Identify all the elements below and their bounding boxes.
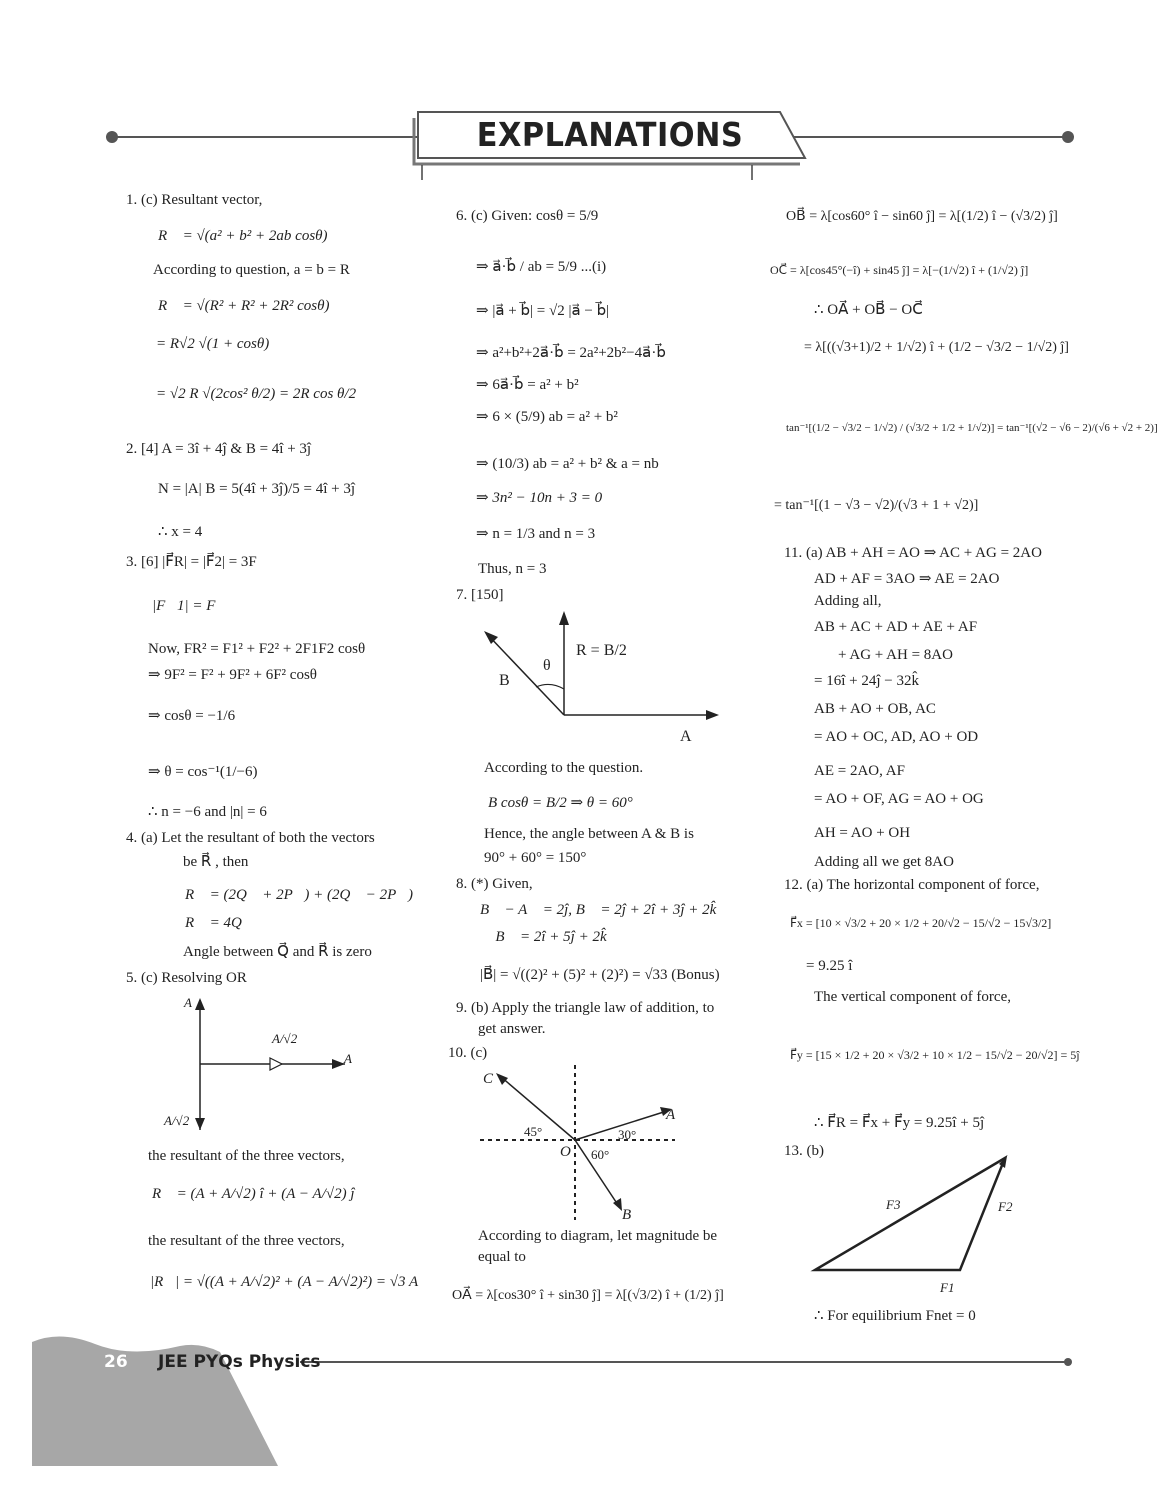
q13-line: ∴ For equilibrium Fnet = 0 <box>814 1308 976 1324</box>
q1-line: According to question, a = b = R <box>153 262 350 278</box>
q11-line: 11. (a) AB + AH = AO ⇒ AC + AG = 2AO <box>784 545 1042 561</box>
q12-line: F⃗x = [10 × √3/2 + 20 × 1/2 + 20/√2 − 15/√2 − 15√3/2] <box>790 916 1052 930</box>
q11-line: AB + AC + AD + AE + AF <box>814 619 978 635</box>
q6-line: ⇒ (10/3) ab = a² + b² & a = nb <box>476 456 659 472</box>
q13-label-f1: F1 <box>940 1280 955 1295</box>
q9-line: get answer. <box>478 1021 546 1037</box>
q13-label-f3: F3 <box>886 1197 901 1212</box>
q3-line: 3. [6] |F⃗R| = |F⃗2| = 3F <box>126 554 257 570</box>
col3-line: OB⃗ = λ[cos60° î − sin60 ĵ] = λ[(1/2) î − (√3/2) ĵ] <box>786 209 1058 224</box>
q6-line: ⇒ a⃗·b⃗ / ab = 5/9 ...(i) <box>476 259 607 275</box>
q7-label-theta: θ <box>543 657 551 674</box>
q1-line: = R√2 √(1 + cosθ) <box>156 336 270 352</box>
q11-line: + AG + AH = 8AO <box>838 647 953 663</box>
q13-line: 13. (b) <box>784 1143 824 1159</box>
q13-label-f2: F2 <box>998 1199 1013 1214</box>
q12-line: ∴ F⃗R = F⃗x + F⃗y = 9.25î + 5ĵ <box>814 1115 985 1131</box>
q4-line: be R⃗ , then <box>183 854 249 870</box>
q13-force-triangle <box>805 1150 1015 1280</box>
q10-line: equal to <box>478 1249 526 1265</box>
q5-label-mid: A/√2 <box>272 1031 298 1046</box>
q4-line: R⃗ = 4Q⃗ <box>185 915 254 931</box>
q5-label-right: A <box>344 1051 352 1066</box>
q5-label-top: A <box>184 995 192 1010</box>
q7-line: B cosθ = B/2 ⇒ θ = 60° <box>488 795 633 811</box>
q3-line: ⇒ 9F² = F² + 9F² + 6F² cosθ <box>148 667 317 683</box>
q11-line: = AO + OF, AG = AO + OG <box>814 791 984 807</box>
q10-line: According to diagram, let magnitude be <box>478 1228 718 1244</box>
q2-line: N = |A| B = 5(4î + 3ĵ)/5 = 4î + 3ĵ <box>158 481 356 497</box>
q2-line: 2. [4] A = 3î + 4ĵ & B = 4î + 3ĵ <box>126 441 312 457</box>
q6-line: ⇒ n = 1/3 and n = 3 <box>476 526 596 542</box>
q7-line: 7. [150] <box>456 587 504 603</box>
q3-line: Now, FR² = F1² + F2² + 2F1F2 cosθ <box>148 641 366 657</box>
q1-line: R⃗ = √(a² + b² + 2ab cosθ) <box>158 228 328 244</box>
page-title: EXPLANATIONS <box>476 115 744 154</box>
q11-line: Adding all we get 8AO <box>814 854 954 870</box>
q7-label-b: B <box>499 672 510 689</box>
q3-line: |F⃗1| = F <box>152 598 216 614</box>
q1-line: 1. (c) Resultant vector, <box>126 192 263 208</box>
q1-line: R⃗ = √(R² + R² + 2R² cosθ) <box>158 298 330 314</box>
col3-line: = λ[((√3+1)/2 + 1/√2) î + (1/2 − √3/2 − 1/√2) ĵ] <box>804 340 1069 355</box>
q10-label-c: C <box>483 1071 494 1087</box>
book-title: JEE PYQs Physics <box>158 1352 321 1372</box>
q5-line: R⃗ = (A + A/√2) î + (A − A/√2) ĵ <box>152 1186 355 1202</box>
q9-line: 9. (b) Apply the triangle law of addition, to <box>456 1000 715 1016</box>
q11-line: = AO + OC, AD, AO + OD <box>814 729 979 745</box>
q11-line: = 16î + 24ĵ − 32k̂ <box>814 673 919 689</box>
q10-line: 10. (c) <box>448 1045 488 1061</box>
q10-angle-30: 30° <box>618 1127 637 1142</box>
q4-line: 4. (a) Let the resultant of both the vectors <box>126 830 375 846</box>
q10-line: OA⃗ = λ[cos30° î + sin30 ĵ] = λ[(√3/2) î + (1/2) ĵ] <box>452 1288 724 1303</box>
q10-label-a: A <box>666 1107 676 1123</box>
q10-angle-60: 60° <box>591 1147 610 1162</box>
q8-line: B⃗ − A⃗ = 2ĵ, B⃗ = 2ĵ + 2î + 3ĵ + 2k̂ <box>480 902 717 918</box>
q6-line: ⇒ |a⃗ + b⃗| = √2 |a⃗ − b⃗| <box>476 303 610 319</box>
q3-line: ⇒ θ = cos⁻¹(1/−6) <box>148 764 258 780</box>
q6-line: ⇒ 6a⃗·b⃗ = a² + b² <box>476 377 579 393</box>
q8-line: |B⃗| = √((2)² + (5)² + (2)²) = √33 (Bonus) <box>480 967 720 983</box>
q4-line: Angle between Q⃗ and R⃗ is zero <box>183 944 372 960</box>
q7-line: 90° + 60° = 150° <box>484 850 587 866</box>
q5-line: the resultant of the three vectors, <box>148 1148 345 1164</box>
q3-line: ∴ n = −6 and |n| = 6 <box>148 804 267 820</box>
q6-line: ⇒ a²+b²+2a⃗·b⃗ = 2a²+2b²−4a⃗·b⃗ <box>476 345 666 361</box>
q5-line: 5. (c) Resolving OR <box>126 970 247 986</box>
q8-line: ∴ B⃗ = 2î + 5ĵ + 2k̂ <box>480 929 607 945</box>
q6-line: 6. (c) Given: cosθ = 5/9 <box>456 208 599 224</box>
q12-line: 12. (a) The horizontal component of force, <box>784 877 1040 893</box>
q12-line: F⃗y = [15 × 1/2 + 20 × √3/2 + 10 × 1/2 − 15/√2 − 20/√2] = 5ĵ <box>790 1048 1080 1062</box>
q5-line: |R⃗| = √((A + A/√2)² + (A − A/√2)²) = √3 A <box>150 1274 419 1290</box>
col3-line: ∴ OA⃗ + OB⃗ − OC⃗ <box>814 302 923 318</box>
q11-line: AE = 2AO, AF <box>814 763 905 779</box>
q7-label-a: A <box>680 728 692 745</box>
q2-line: ∴ x = 4 <box>158 524 203 540</box>
q7-line: According to the question. <box>484 760 644 776</box>
col3-line: OC⃗ = λ[cos45°(−î) + sin45 ĵ] = λ[−(1/√2) î + (1/√2) ĵ] <box>770 263 1029 277</box>
q6-line: Thus, n = 3 <box>478 561 547 577</box>
q12-line: = 9.25 î <box>806 958 853 974</box>
q4-line: R⃗ = (2Q⃗ + 2P⃗) + (2Q⃗ − 2P⃗) <box>185 887 413 903</box>
q11-line: AD + AF = 3AO ⇒ AE = 2AO <box>814 571 1000 587</box>
q6-line: ⇒ 3n² − 10n + 3 = 0 <box>476 490 603 506</box>
q10-label-b: B <box>622 1207 632 1223</box>
q7-label-r: R = B/2 <box>576 642 627 659</box>
q1-line: = √2 R √(2cos² θ/2) = 2R cos θ/2 <box>156 386 357 402</box>
col3-line: tan⁻¹[(1/2 − √3/2 − 1/√2) / (√3/2 + 1/2 + 1/√2)] = tan⁻¹[(√2 − √6 − 2)/(√6 + √2 + 2)] <box>786 422 1158 434</box>
q11-line: Adding all, <box>814 593 882 609</box>
q10-vector-diagram <box>470 1060 690 1225</box>
q11-line: AH = AO + OH <box>814 825 911 841</box>
q11-line: AB + AO + OB, AC <box>814 701 936 717</box>
q6-line: ⇒ 6 × (5/9) ab = a² + b² <box>476 409 618 425</box>
q3-line: ⇒ cosθ = −1/6 <box>148 708 236 724</box>
q8-line: 8. (*) Given, <box>456 876 533 892</box>
col3-line: = tan⁻¹[(1 − √3 − √2)/(√3 + 1 + √2)] <box>774 498 979 513</box>
q5-line: the resultant of the three vectors, <box>148 1233 345 1249</box>
q12-line: The vertical component of force, <box>814 989 1011 1005</box>
page-number: 26 <box>104 1352 128 1372</box>
q5-label-bottom: A/√2 <box>164 1113 190 1128</box>
q10-angle-45: 45° <box>524 1124 543 1139</box>
q10-label-o: O <box>560 1144 571 1160</box>
q7-line: Hence, the angle between A & B is <box>484 826 694 842</box>
